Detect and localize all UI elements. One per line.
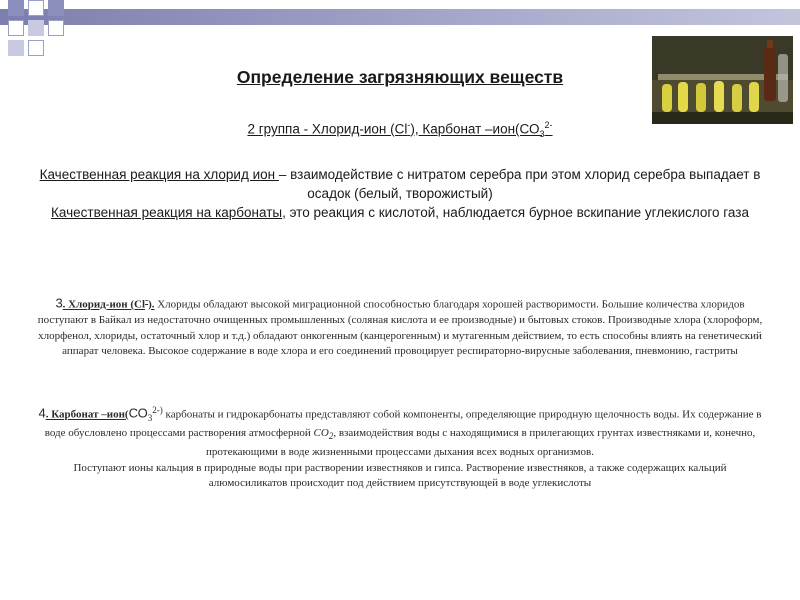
page-title-text: Определение загрязняющих веществ: [236, 67, 564, 87]
section4-formula-sub: 3: [147, 412, 153, 423]
section4-label: . Карбонат –ион(: [45, 408, 129, 421]
deco-square: [28, 20, 44, 36]
deco-square: [8, 0, 24, 16]
chloride-reaction-text: – взаимодействие с нитратом серебра при этом хлорид серебра выпадает в осадок (белый, творожистый): [278, 167, 761, 201]
section-chloride: [35, 293, 765, 360]
section4-text3: Поступают ионы кальция в природные воды при растворении известняков и гипса. Растворение известняков, а также содержащих кальций алюмосиликатов происходит под действием присутствующей в воде углекислоты: [73, 461, 727, 490]
section4-para1: [35, 403, 765, 461]
section3-label-sup: -: [145, 295, 149, 305]
deco-square: [28, 0, 44, 16]
section4-co2-sub: 2: [328, 431, 334, 442]
group-sup-minus: -: [407, 120, 411, 130]
deco-square: [48, 20, 64, 36]
group-sub-3: 3: [539, 129, 545, 140]
carbonate-reaction-text: , это реакция с кислотой, наблюдается бурное вскипание углекислого газа: [282, 205, 749, 220]
group-heading: [0, 120, 800, 139]
chloride-reaction: [30, 165, 770, 203]
deco-square: [8, 20, 24, 36]
section3-number: 3: [55, 295, 63, 311]
carbonate-reaction: [30, 203, 770, 222]
section3-text: Хлориды обладают высокой миграционной способностью благодаря хорошей растворимости. Большие количества хлоридов поступают в Байкал из недостаточно очищенных промышленных (соляная кислота и ее производные) и бытовых стоков. Производные хлора (хлороформ, хлорфенол, хлориды, остаточный хлор и т.д.) обладают онкогенным (канцерогенным) и мутагенным действием, то есть способны влиять на генетический аппарат человека. Высокое содержание в воде хлора и его соединений провоцирует респираторно-вирусные заболевания, пневмонию, гастриты: [37, 298, 763, 358]
group-text-mid: ), Карбонат –ион(СО: [410, 121, 540, 137]
section4-para2: [35, 461, 765, 492]
section3-label: . Хлорид-ион (Cl: [62, 298, 146, 311]
carbonate-reaction-label: Качественная реакция на карбонаты: [51, 205, 283, 220]
chloride-reaction-label: Качественная реакция на хлорид ион: [39, 167, 279, 182]
section4-formula-sup: 2-): [152, 405, 163, 415]
section4-text1: карбонаты и гидрокарбонаты представляют собой компоненты, определяющие природную щелочность воды. Их содержание в воде обусловлено процессами растворения атмосферной: [44, 408, 762, 440]
deco-square: [48, 0, 64, 16]
deco-square: [28, 40, 44, 56]
page-title: [0, 67, 800, 88]
section4-formula: СО: [128, 405, 148, 421]
section4-number: 4: [38, 405, 46, 421]
group-text-prefix: 2 группа - Хлорид-ион (Cl: [247, 121, 408, 137]
section3-label-end: ).: [148, 298, 155, 311]
section-carbonate: [35, 403, 765, 492]
section4-text2: , взаимодействия воды с находящимися в прилегающих грунтах известняками и, конечно, протекающими в воде жизненными процессами дыхания всех водных организмов.: [206, 427, 756, 459]
group-sup-2minus: 2-: [544, 120, 553, 130]
section4-co2: CO: [313, 427, 329, 440]
deco-square: [8, 40, 24, 56]
header-band: [0, 9, 800, 25]
reactions-block: [30, 165, 770, 222]
